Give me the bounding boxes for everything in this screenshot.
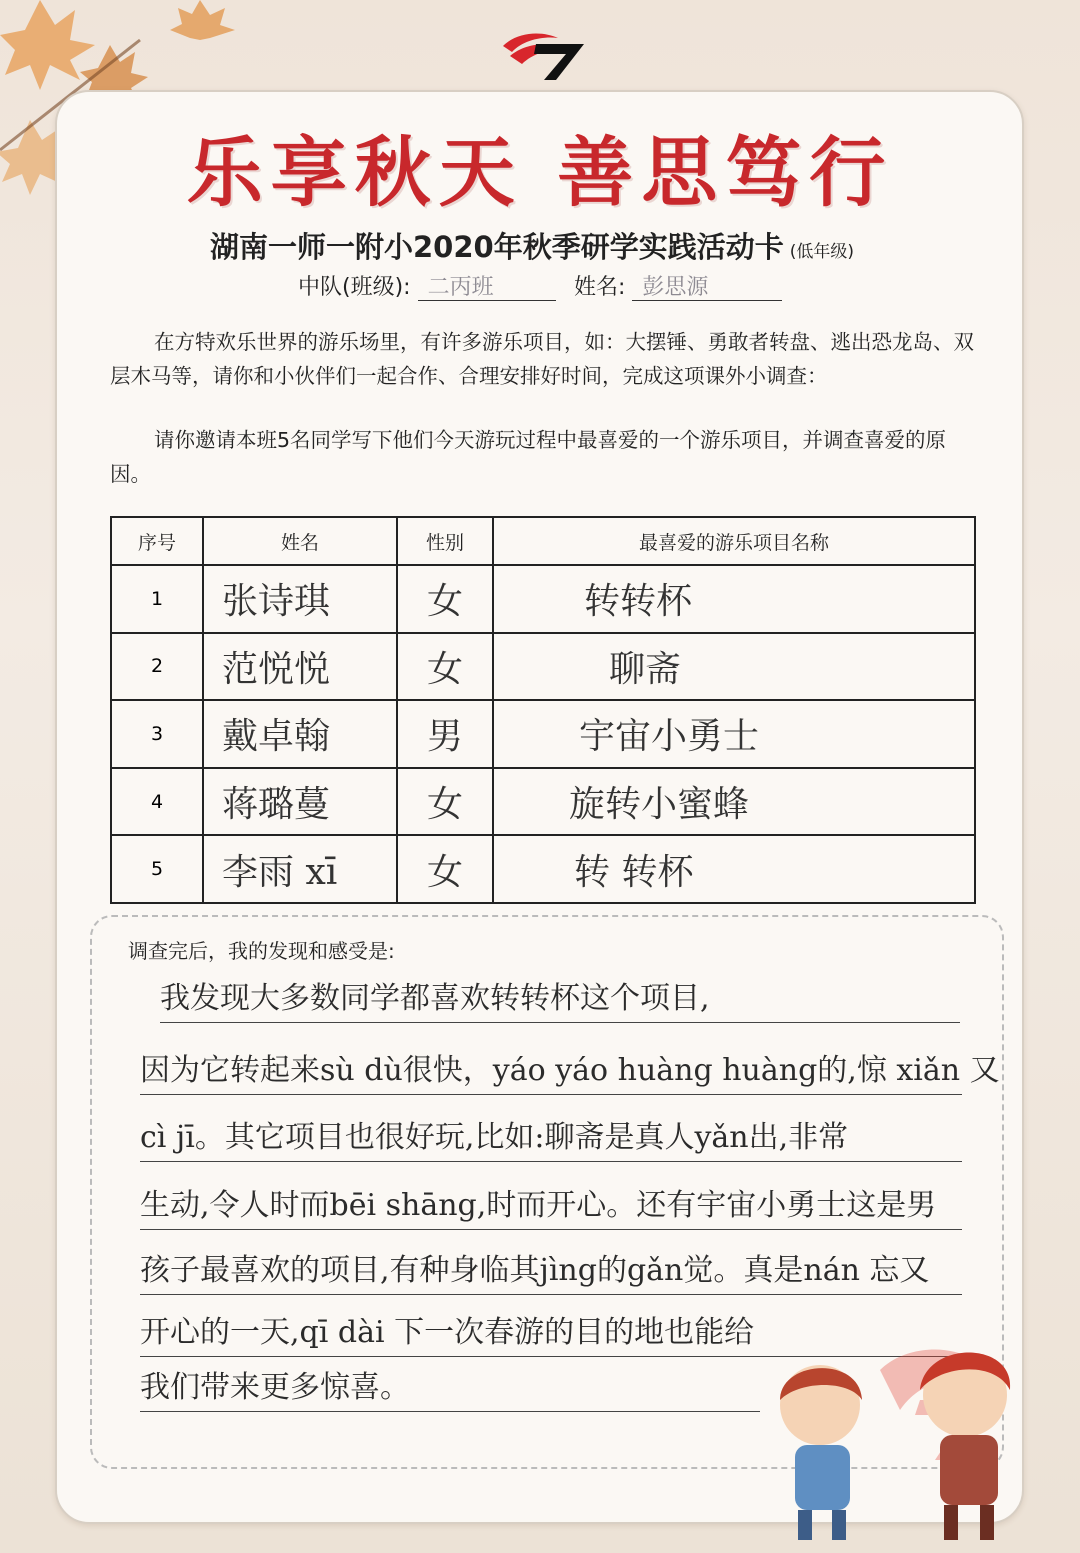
- col-header-item: 最喜爱的游乐项目名称: [493, 517, 975, 565]
- task-paragraph: 请你邀请本班5名同学写下他们今天游玩过程中最喜爱的一个游乐项目，并调查喜爱的原因。: [110, 428, 947, 486]
- student-gender: 女: [397, 565, 493, 633]
- findings-line: cì jī。其它项目也很好玩,比如:聊斋是真人yǎn出,非常: [140, 1115, 962, 1162]
- findings-label: 调查完后，我的发现和感受是:: [128, 939, 395, 963]
- table-row: [111, 835, 975, 903]
- intro-paragraph: 在方特欢乐世界的游乐场里，有许多游乐项目，如：大摆锤、勇敢者转盘、逃出恐龙岛、双层木马等，请你和小伙伴们一起合作、合理安排好时间，完成这项课外小调查：: [110, 330, 974, 388]
- row-number: 3: [111, 700, 203, 768]
- slogan-title: 乐享秋天 善思笃行: [186, 128, 894, 217]
- class-label: 中队(班级):: [298, 275, 411, 300]
- favorite-ride: 宇宙小勇士: [493, 700, 975, 768]
- student-gender: 女: [397, 835, 493, 903]
- row-number: 1: [111, 565, 203, 633]
- col-header-no: 序号: [111, 517, 203, 565]
- table-row: [111, 768, 975, 836]
- survey-table: [110, 516, 976, 904]
- student-name: 范悦悦: [203, 633, 397, 701]
- name-line: [632, 272, 782, 301]
- row-number: 5: [111, 835, 203, 903]
- findings-line: 我发现大多数同学都喜欢转转杯这个项目,: [160, 976, 960, 1023]
- card-title: [210, 225, 854, 266]
- findings-line: 生动,令人时而bēi shāng,时而开心。还有宇宙小勇士这是男: [140, 1183, 962, 1230]
- favorite-ride: 转转杯: [493, 565, 975, 633]
- row-number: 2: [111, 633, 203, 701]
- student-gender: 女: [397, 768, 493, 836]
- name-label: 姓名:: [574, 275, 626, 300]
- running-kids-illustration: [760, 1330, 1060, 1550]
- findings-line: 开心的一天,qī dài 下一次春游的目的地也能给: [140, 1310, 962, 1357]
- student-name: 戴卓翰: [203, 700, 397, 768]
- table-row: [111, 700, 975, 768]
- card-title-text: 湖南一师一附小2020年秋季研学实践活动卡: [210, 230, 784, 264]
- student-name: 张诗琪: [203, 565, 397, 633]
- findings-line: 孩子最喜欢的项目,有种身临其jìng的gǎn觉。真是nán 忘又: [140, 1248, 962, 1295]
- findings-line: 我们带来更多惊喜。: [140, 1365, 760, 1412]
- student-gender: 女: [397, 633, 493, 701]
- col-header-name: 姓名: [203, 517, 397, 565]
- class-value: 二丙班: [427, 275, 494, 300]
- student-gender: 男: [397, 700, 493, 768]
- row-number: 4: [111, 768, 203, 836]
- table-header-row: [111, 517, 975, 565]
- col-header-gender: 性别: [397, 517, 493, 565]
- flame-7-logo-icon: [498, 26, 588, 82]
- class-line: [418, 272, 556, 301]
- name-value: 彭思源: [642, 275, 709, 300]
- maple-leaf-icon: [170, 0, 240, 40]
- class-field: [298, 270, 556, 301]
- table-row: [111, 565, 975, 633]
- table-row: [111, 633, 975, 701]
- favorite-ride: 转 转杯: [493, 835, 975, 903]
- card-title-note: (低年级): [789, 242, 854, 262]
- student-name: 蒋璐蔓: [203, 768, 397, 836]
- student-name: 李雨 xī: [203, 835, 397, 903]
- favorite-ride: 聊斋: [493, 633, 975, 701]
- findings-line: 因为它转起来sù dù很快，yáo yáo huàng huàng的,惊 xiǎn 又: [140, 1048, 962, 1095]
- favorite-ride: 旋转小蜜蜂: [493, 768, 975, 836]
- name-field: [574, 270, 782, 301]
